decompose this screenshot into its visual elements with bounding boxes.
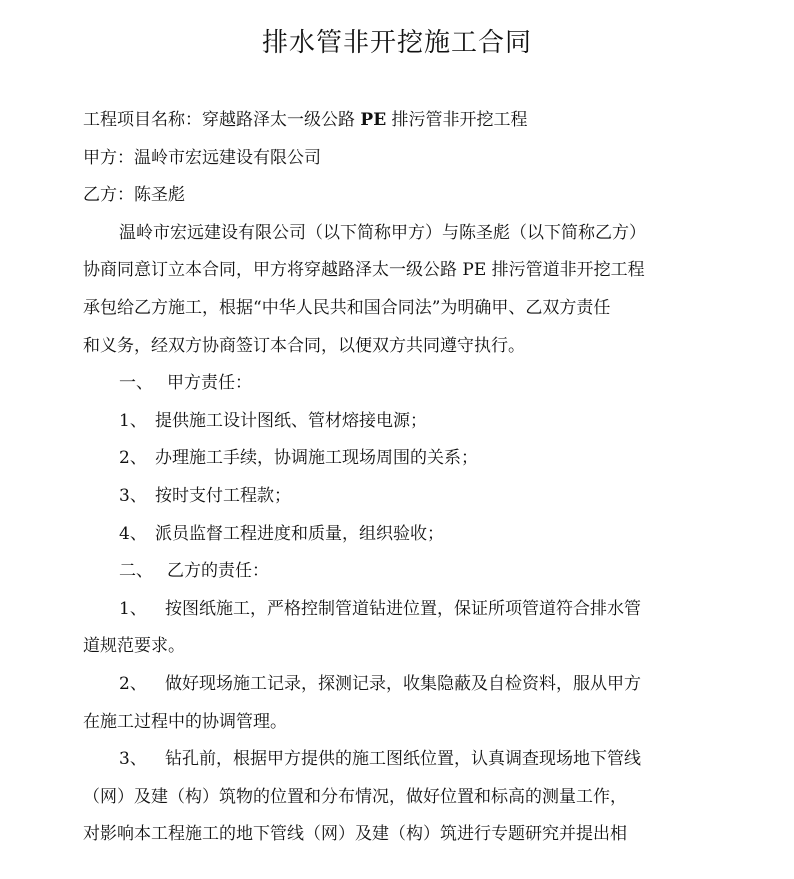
section-a-item xyxy=(83,403,705,441)
project-name-line xyxy=(83,102,705,140)
section-b-item xyxy=(83,666,705,704)
section-b-item-continued: 在施工过程中的协调管理。 xyxy=(83,711,287,732)
item-text: 按时支付工程款； xyxy=(155,485,291,506)
item-text: 办理施工手续，协调施工现场周围的关系； xyxy=(155,448,478,469)
intro-line-1: 温岭市宏远建设有限公司（以下简称甲方）与陈圣彪（以下简称乙方） xyxy=(119,222,646,243)
section-b-item-continued: 对影响本工程施工的地下管线（网）及建（构）筑进行专题研究并提出相 xyxy=(83,824,627,845)
section-a-number: 一、 xyxy=(119,373,153,394)
project-label: 工程项目名称： xyxy=(83,110,202,130)
item-text: 按图纸施工，严格控制管道钻进位置，保证所项管道符合排水管 xyxy=(165,598,641,619)
intro-line-4: 和义务，经双方协商签订本合同，以便双方共同遵守执行。 xyxy=(83,335,525,356)
section-a-item xyxy=(83,516,705,554)
document-title: 排水管非开挖施工合同 xyxy=(261,28,532,58)
item-number: 3、 xyxy=(119,749,147,770)
intro-line-2: 协商同意订立本合同，甲方将穿越路泽太一级公路 PE 排污管道非开挖工程 xyxy=(83,260,645,281)
item-number: 3、 xyxy=(119,485,147,506)
item-number: 2、 xyxy=(119,448,147,469)
document-body xyxy=(83,102,705,854)
intro-line-3: 承包给乙方施工，根据“中华人民共和国合同法”为明确甲、乙双方责任 xyxy=(83,297,611,318)
item-number: 1、 xyxy=(119,598,147,619)
section-b-item-continued: （网）及建（构）筑物的位置和分布情况，做好位置和标高的测量工作， xyxy=(83,786,627,807)
item-text: 做好现场施工记录，探测记录，收集隐蔽及自检资料，服从甲方 xyxy=(165,673,641,694)
section-a-item xyxy=(83,478,705,516)
item-number: 1、 xyxy=(119,410,147,431)
project-name-part2: 排污管非开挖工程 xyxy=(386,110,528,130)
section-a-item xyxy=(83,440,705,478)
section-b-heading xyxy=(83,553,705,591)
party-a-line: 甲方：温岭市宏远建设有限公司 xyxy=(83,147,321,168)
item-number: 2、 xyxy=(119,673,147,694)
section-b-title: 乙方的责任： xyxy=(167,561,269,582)
section-b-number: 二、 xyxy=(119,561,153,582)
item-number: 4、 xyxy=(119,523,147,544)
project-name-part1: 穿越路泽太一级公路 xyxy=(202,110,361,130)
item-text: 提供施工设计图纸、管材熔接电源； xyxy=(155,410,427,431)
section-b-item xyxy=(83,741,705,779)
section-b-item-continued: 道规范要求。 xyxy=(83,636,185,657)
project-name-pe: PE xyxy=(360,110,387,130)
section-a-heading xyxy=(83,365,705,403)
item-text: 派员监督工程进度和质量，组织验收； xyxy=(155,523,444,544)
section-b-item xyxy=(83,591,705,629)
item-text: 钻孔前，根据甲方提供的施工图纸位置，认真调查现场地下管线 xyxy=(165,749,641,770)
party-b-line: 乙方：陈圣彪 xyxy=(83,185,185,206)
section-a-title: 甲方责任： xyxy=(167,373,252,394)
